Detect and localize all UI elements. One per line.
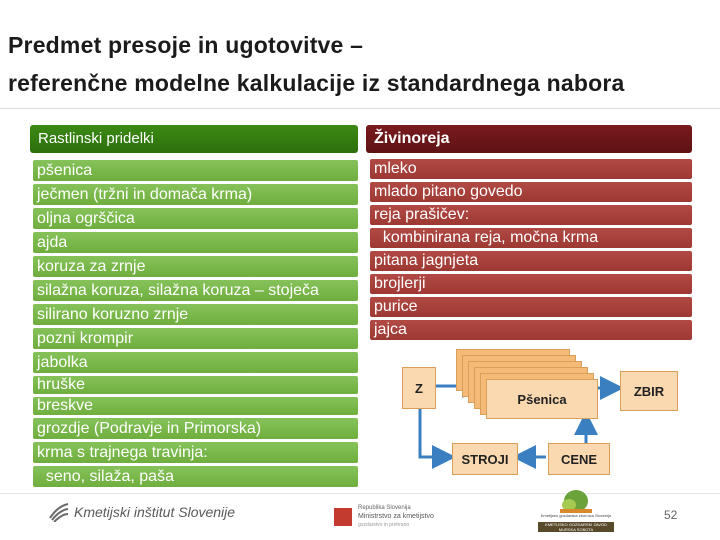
- livestock-item: kombinirana reja, močna krma: [370, 228, 692, 248]
- page-title-line-2: referenčne modelne kalkulacije iz standardnega nabora: [8, 70, 625, 96]
- ministry-logo-line2: Ministrstvo za kmetijstvo: [358, 513, 434, 520]
- title-divider: [0, 108, 720, 109]
- crop-item: ajda: [33, 232, 358, 253]
- livestock-item: pitana jagnjeta: [370, 251, 692, 271]
- calculation-model-diagram: [396, 343, 696, 483]
- crop-item: pozni krompir: [33, 328, 358, 349]
- crop-item: oljna ogrščica: [33, 208, 358, 229]
- crop-item: grozdje (Podravje in Primorska): [33, 418, 358, 439]
- diagram-box-zbir: ZBIR: [620, 371, 678, 411]
- livestock-item: purice: [370, 297, 692, 317]
- ministry-logo: [334, 500, 434, 528]
- page-title-line-1: Predmet presoje in ugotovitve –: [8, 32, 364, 58]
- kis-logo: [48, 502, 235, 522]
- right-column-header: Živinoreja: [366, 125, 692, 153]
- kis-logo-text: Kmetijski inštitut Slovenije: [74, 504, 236, 520]
- diagram-box-z: Z: [402, 367, 436, 409]
- livestock-item: mlado pitano govedo: [370, 182, 692, 202]
- wheat-icon: [48, 502, 70, 522]
- kgz-logo-line3: MURSKA SOBOTA: [558, 527, 594, 532]
- crop-list: [33, 160, 358, 490]
- crop-item: silažna koruza, silažna koruza – stoječa: [33, 280, 358, 301]
- crop-item: seno, silaža, paša: [33, 466, 358, 487]
- ministry-emblem-icon: [334, 508, 352, 526]
- diagram-box-cene: CENE: [548, 443, 610, 475]
- livestock-item: reja prašičev:: [370, 205, 692, 225]
- crop-item: koruza za zrnje: [33, 256, 358, 277]
- left-column-header: Rastlinski pridelki: [30, 125, 358, 153]
- ministry-logo-line3: gozdarstvo in prehrano: [358, 522, 410, 528]
- crop-item: pšenica: [33, 160, 358, 181]
- ministry-logo-line1: Republika Slovenija: [358, 505, 411, 511]
- kgz-logo-line2: KMETIJSKO GOZDARSKI ZAVOD: [545, 522, 607, 527]
- livestock-item: brojlerji: [370, 274, 692, 294]
- crop-item: breskve: [33, 397, 358, 415]
- kgz-logo: [538, 488, 614, 532]
- crop-item: ječmen (tržni in domača krma): [33, 184, 358, 205]
- diagram-box-psenica: Pšenica: [486, 379, 598, 419]
- crop-item: silirano koruzno zrnje: [33, 304, 358, 325]
- livestock-item: jajca: [370, 320, 692, 340]
- crop-item: jabolka: [33, 352, 358, 373]
- kgz-logo-line1: Kmetijsko gozdarska zbornica Slovenije: [540, 513, 612, 518]
- crop-item: hruške: [33, 376, 358, 394]
- page-number: 52: [664, 508, 678, 522]
- livestock-list: [370, 159, 692, 343]
- crop-item: krma s trajnega travinja:: [33, 442, 358, 463]
- livestock-item: mleko: [370, 159, 692, 179]
- diagram-box-stroji: STROJI: [452, 443, 518, 475]
